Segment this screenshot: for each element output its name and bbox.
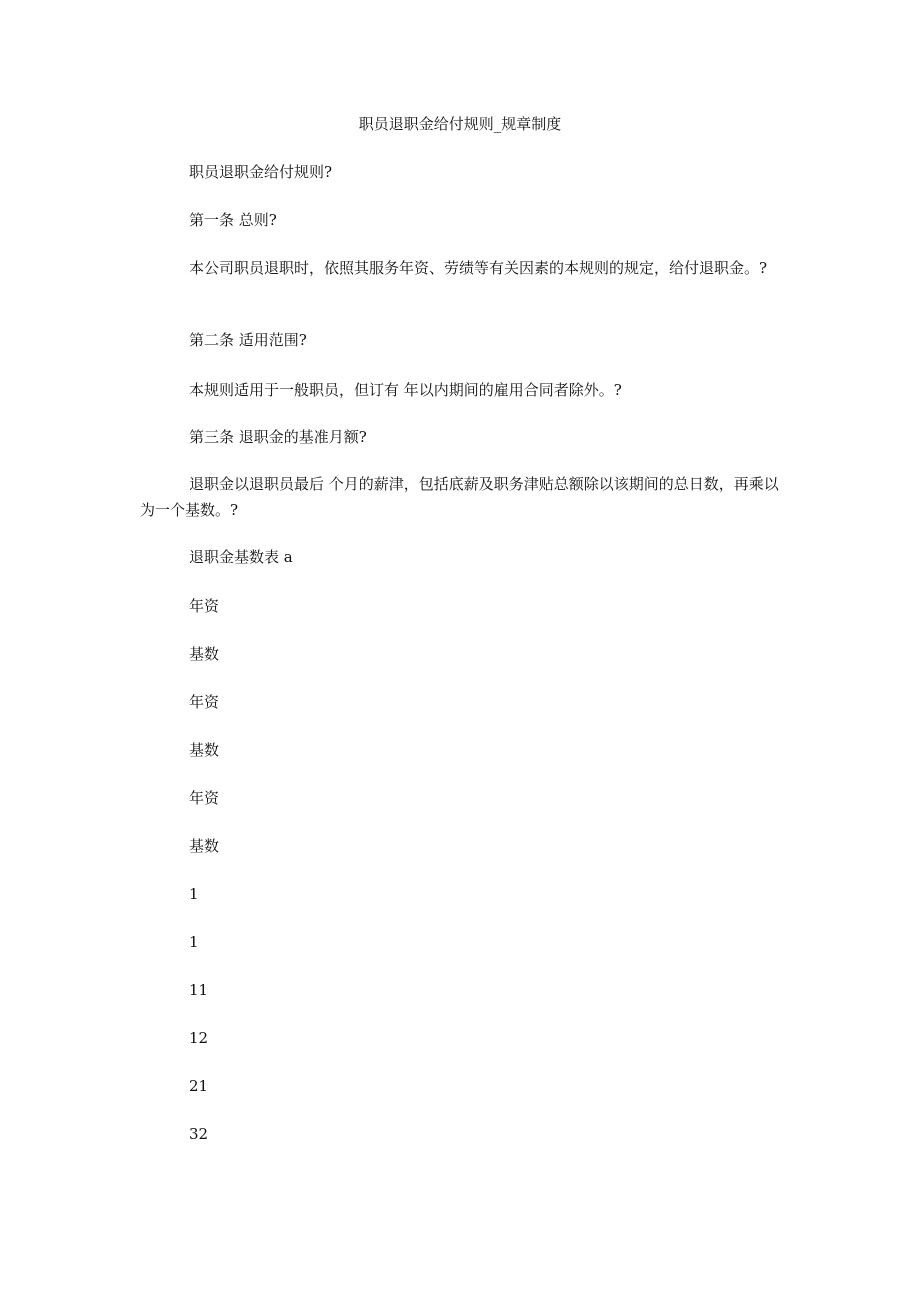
table-cell: 基数	[189, 837, 220, 855]
table-cell: 基数	[189, 741, 220, 759]
article-1-title: 第一条 总则?	[189, 211, 277, 229]
table-cell: 12	[189, 1029, 209, 1047]
article-1-body: 本公司职员退职时，依照其服务年资、劳绩等有关因素的本规则的规定，给付退职金。?	[189, 259, 768, 277]
table-cell: 21	[189, 1077, 209, 1095]
table-cell: 11	[189, 981, 209, 999]
article-3-title: 第三条 退职金的基准月额?	[189, 428, 367, 446]
document-heading: 职员退职金给付规则?	[189, 163, 333, 181]
table-cell: 1	[189, 933, 199, 951]
table-cell: 基数	[189, 645, 220, 663]
table-cell: 年资	[189, 597, 220, 615]
article-2-body: 本规则适用于一般职员，但订有 年以内期间的雇用合同者除外。?	[189, 381, 622, 399]
table-cell: 年资	[189, 789, 220, 807]
article-2-title: 第二条 适用范围?	[189, 331, 307, 349]
table-cell: 1	[189, 885, 199, 903]
document-title: 职员退职金给付规则_规章制度	[358, 115, 562, 133]
table-title: 退职金基数表 a	[189, 548, 293, 566]
table-cell: 年资	[189, 693, 220, 711]
article-3-body: 退职金以退职员最后 个月的薪津，包括底薪及职务津贴总额除以该期间的总日数，再乘以 为一个基数。?	[140, 475, 779, 519]
table-cell: 32	[189, 1125, 209, 1143]
